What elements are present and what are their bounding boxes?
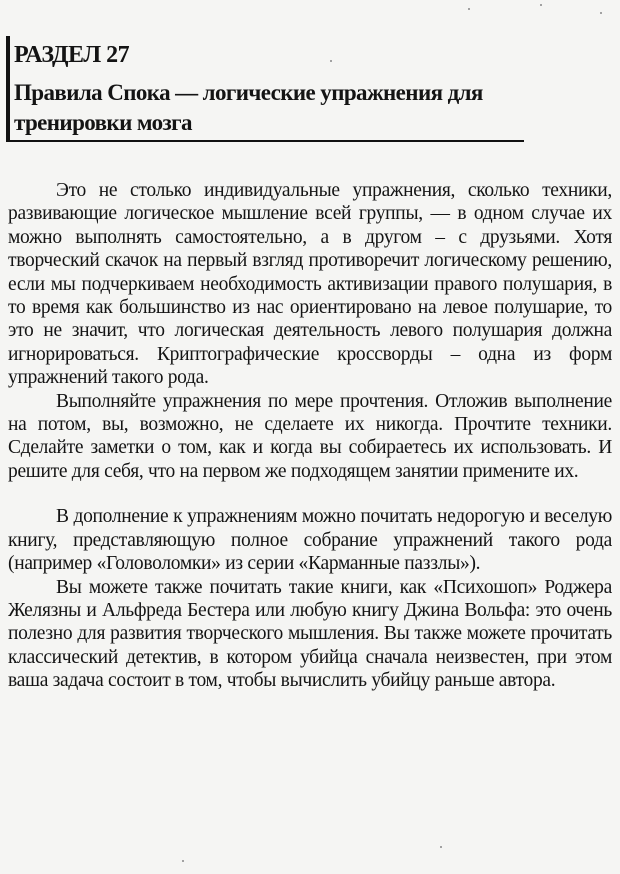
- scan-speck: [600, 12, 602, 14]
- scan-speck: [468, 8, 470, 10]
- paragraph: Выполняйте упражнения по мере прочтения. Отложив выполнение на потом, вы, возможно, не сделаете их никогда. Прочтите техники. Сделайте заметки о том, как и когда вы собираетесь их использовать. И решите для себя, что на первом же подходящем занятии примените их.: [8, 390, 612, 482]
- scan-speck: [440, 846, 442, 848]
- scan-speck: [330, 60, 332, 62]
- body-text: [8, 179, 612, 693]
- paragraph: Это не столько индивидуальные упражнения, сколько техники, развивающие логическое мышление всей группы, — в одном случае их можно выполнять самостоятельно, а в другом – с друзьями. Хотя творческий скачок на первый взгляд противоречит логическому решению, если мы подчеркиваем необходимость активизации правого полушария, в то время как большинство из нас ориентировано на левое полушарие, то это не значит, что логическая деятельность левого полушария должна игнорироваться. Криптографические кроссворды – одна из форм упражнений такого рода.: [8, 180, 612, 389]
- scan-speck: [540, 4, 542, 6]
- paragraph: Вы можете также почитать такие книги, как «Психошоп» Роджера Желязны и Альфреда Бестера или любую книгу Джина Вольфа: это очень полезно для развития творческого мышления. Вы также можете прочитать классический детектив, в котором убийца сначала неизвестен, при этом ваша задача состоит в том, чтобы вычислить убийцу раньше автора.: [8, 576, 612, 692]
- section-label: РАЗДЕЛ 27: [14, 42, 130, 68]
- section-title: Правила Спока — логические упражнения для тренировки мозга: [14, 80, 483, 135]
- paragraph: В дополнение к упражнениям можно почитать недорогую и веселую книгу, представляющую полное собрание упражнений такого рода (например «Головоломки» из серии «Карманные паззлы»).: [8, 506, 612, 575]
- scan-speck: [182, 860, 184, 862]
